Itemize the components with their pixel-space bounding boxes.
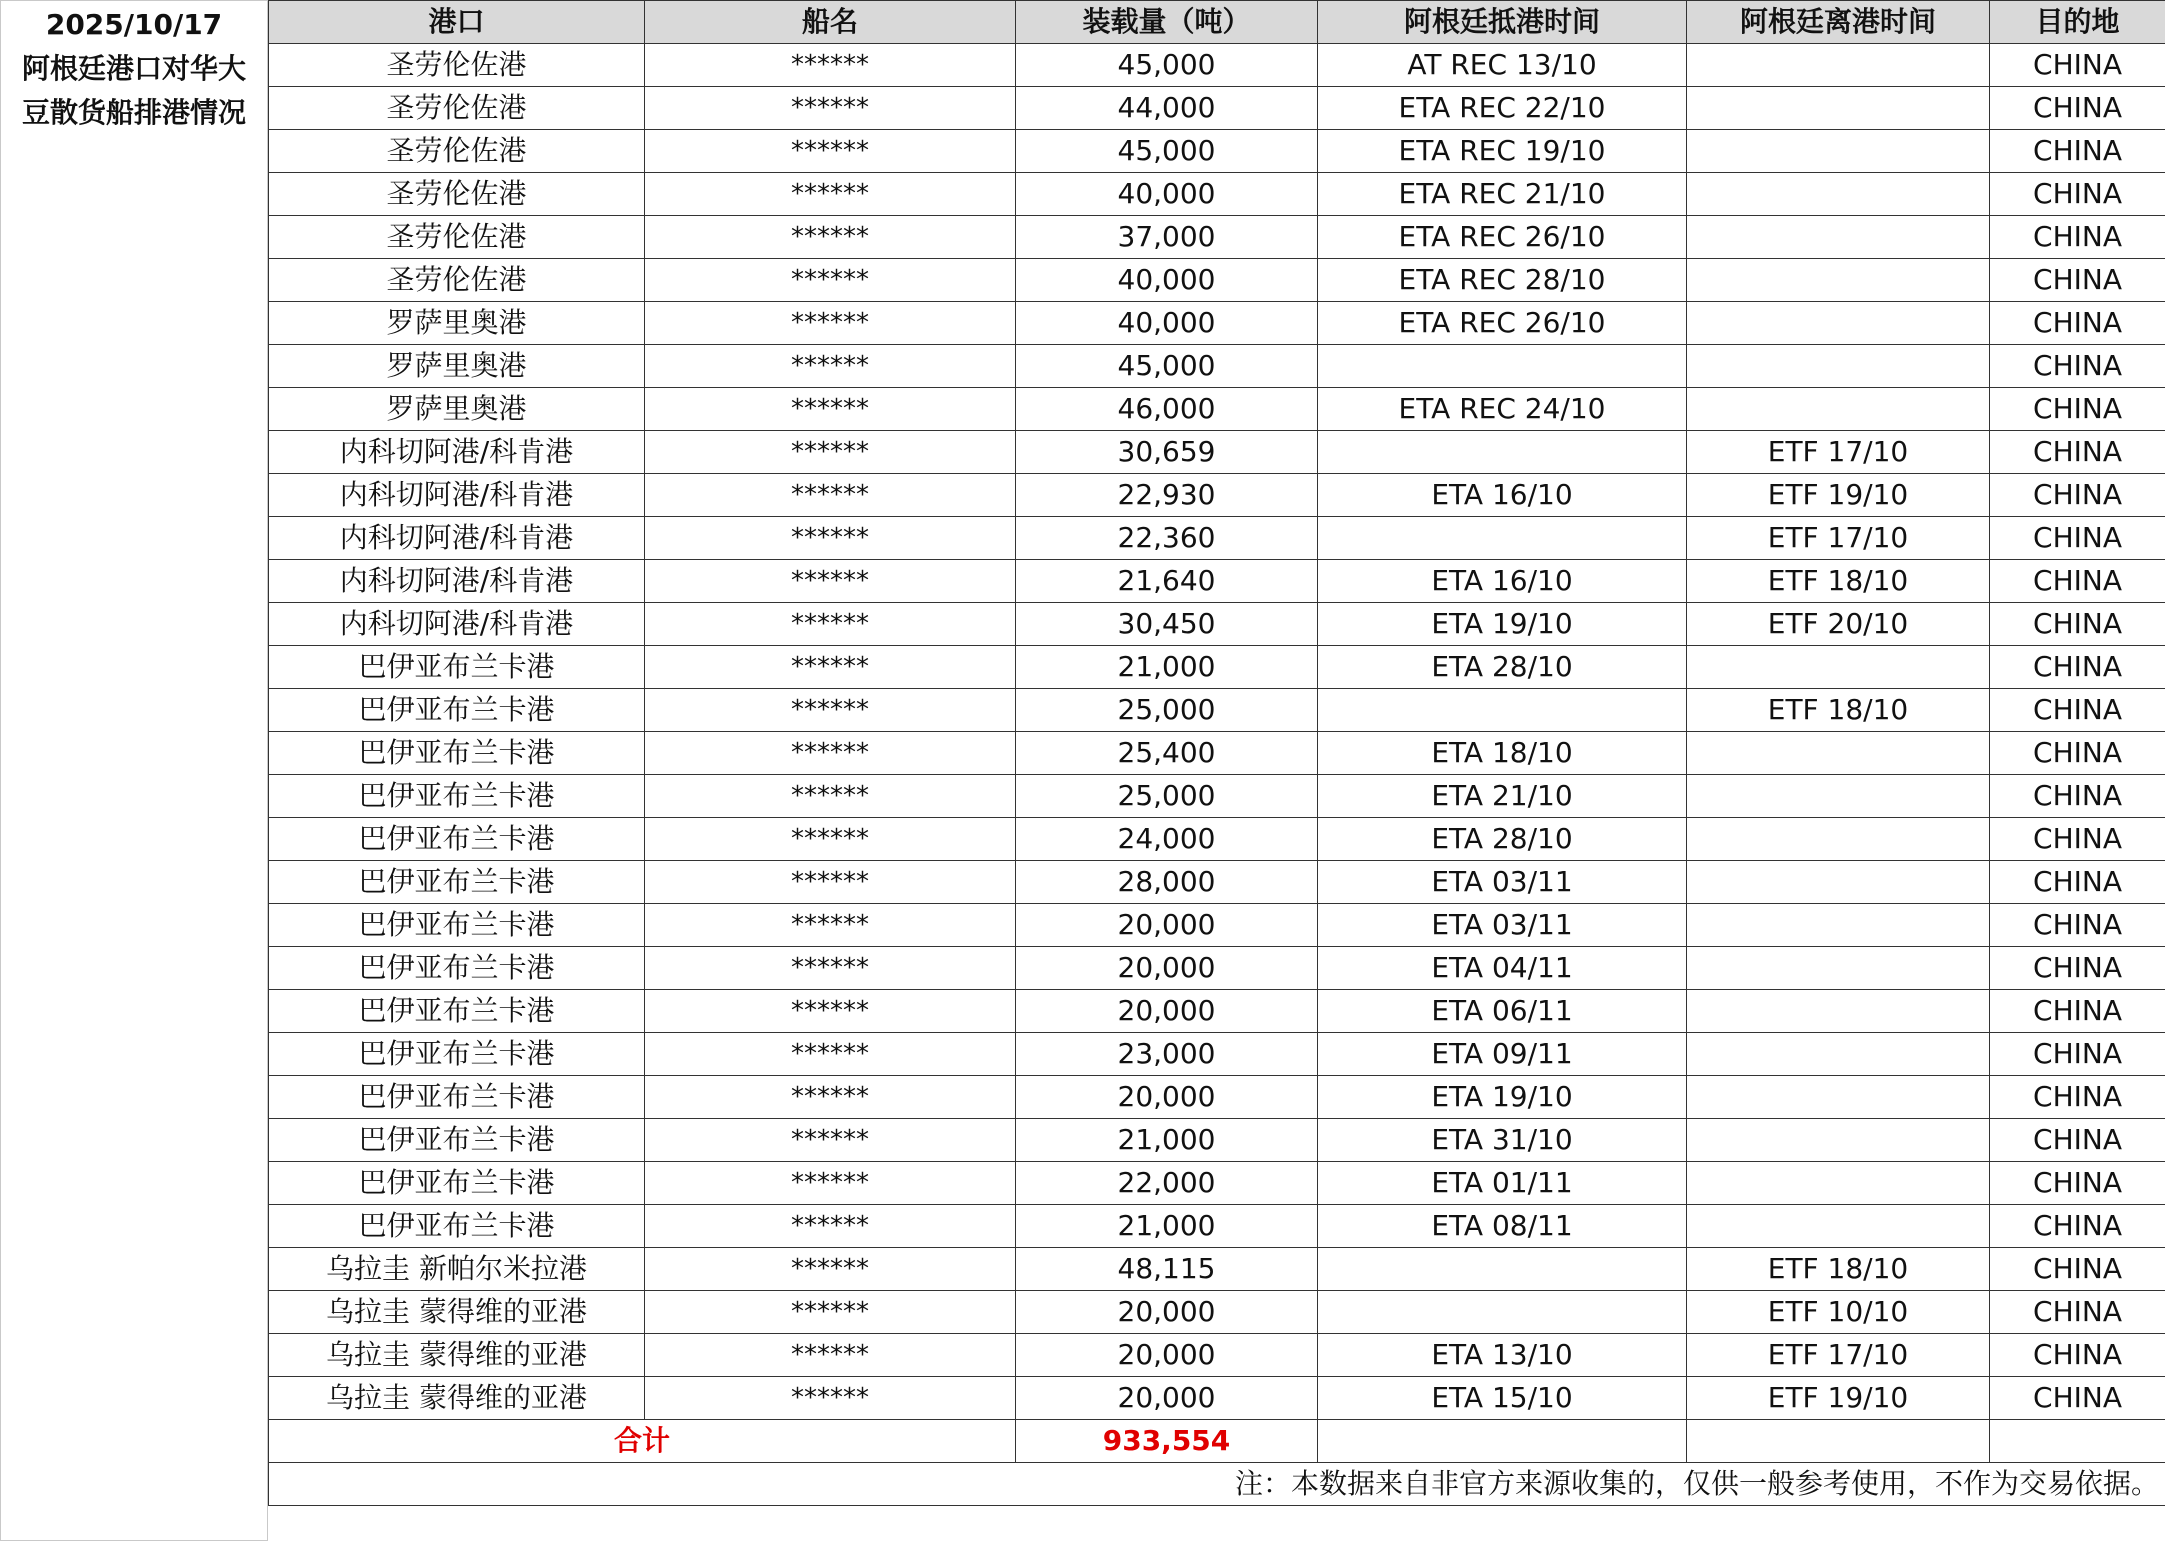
tonnage-cell: 20,000 — [1016, 1291, 1318, 1334]
destination-cell: CHINA — [1990, 904, 2165, 947]
destination-cell: CHINA — [1990, 732, 2165, 775]
vessel-name-cell: ****** — [645, 990, 1016, 1033]
vessel-name-cell: ****** — [645, 302, 1016, 345]
table-row — [269, 388, 2165, 431]
port-cell: 巴伊亚布兰卡港 — [269, 1119, 645, 1162]
arrival-cell: ETA 13/10 — [1318, 1334, 1687, 1377]
tonnage-cell: 28,000 — [1016, 861, 1318, 904]
vessel-name-cell: ****** — [645, 173, 1016, 216]
vessel-name-cell: ****** — [645, 1377, 1016, 1420]
port-cell: 巴伊亚布兰卡港 — [269, 990, 645, 1033]
departure-cell: ETF 17/10 — [1687, 431, 1990, 474]
tonnage-cell: 20,000 — [1016, 990, 1318, 1033]
table-row — [269, 431, 2165, 474]
port-cell: 罗萨里奥港 — [269, 345, 645, 388]
vessel-name-cell: ****** — [645, 1205, 1016, 1248]
header-departure: 阿根廷离港时间 — [1687, 1, 1990, 44]
departure-cell — [1687, 1076, 1990, 1119]
port-cell: 内科切阿港/科肯港 — [269, 603, 645, 646]
arrival-cell: ETA 19/10 — [1318, 603, 1687, 646]
tonnage-cell: 21,000 — [1016, 1119, 1318, 1162]
port-cell: 内科切阿港/科肯港 — [269, 560, 645, 603]
table-row — [269, 173, 2165, 216]
tonnage-cell: 40,000 — [1016, 173, 1318, 216]
vessel-name-cell: ****** — [645, 775, 1016, 818]
total-label: 合计 — [269, 1420, 1016, 1463]
note-row — [269, 1463, 2165, 1506]
vessel-name-cell: ****** — [645, 388, 1016, 431]
port-cell: 乌拉圭 新帕尔米拉港 — [269, 1248, 645, 1291]
departure-cell: ETF 20/10 — [1687, 603, 1990, 646]
port-cell: 巴伊亚布兰卡港 — [269, 1205, 645, 1248]
table-row — [269, 947, 2165, 990]
header-port: 港口 — [269, 1, 645, 44]
departure-cell — [1687, 1205, 1990, 1248]
arrival-cell: ETA 19/10 — [1318, 1076, 1687, 1119]
destination-cell: CHINA — [1990, 990, 2165, 1033]
port-cell: 圣劳伦佐港 — [269, 44, 645, 87]
arrival-cell: ETA 03/11 — [1318, 904, 1687, 947]
vessel-name-cell: ****** — [645, 1248, 1016, 1291]
table-row — [269, 1119, 2165, 1162]
shipment-table — [268, 0, 2165, 1506]
port-cell: 巴伊亚布兰卡港 — [269, 732, 645, 775]
arrival-cell: ETA 08/11 — [1318, 1205, 1687, 1248]
arrival-cell: ETA 01/11 — [1318, 1162, 1687, 1205]
departure-cell — [1687, 345, 1990, 388]
arrival-cell: ETA 09/11 — [1318, 1033, 1687, 1076]
destination-cell: CHINA — [1990, 818, 2165, 861]
arrival-cell: ETA 31/10 — [1318, 1119, 1687, 1162]
table-row — [269, 990, 2165, 1033]
tonnage-cell: 30,659 — [1016, 431, 1318, 474]
departure-cell: ETF 17/10 — [1687, 517, 1990, 560]
port-cell: 巴伊亚布兰卡港 — [269, 904, 645, 947]
table-row — [269, 1334, 2165, 1377]
port-cell: 内科切阿港/科肯港 — [269, 517, 645, 560]
vessel-name-cell: ****** — [645, 1033, 1016, 1076]
vessel-name-cell: ****** — [645, 732, 1016, 775]
vessel-name-cell: ****** — [645, 818, 1016, 861]
destination-cell: CHINA — [1990, 1334, 2165, 1377]
vessel-name-cell: ****** — [645, 861, 1016, 904]
departure-cell: ETF 18/10 — [1687, 1248, 1990, 1291]
port-cell: 巴伊亚布兰卡港 — [269, 861, 645, 904]
tonnage-cell: 21,000 — [1016, 646, 1318, 689]
vessel-name-cell: ****** — [645, 431, 1016, 474]
vessel-name-cell: ****** — [645, 130, 1016, 173]
table-row — [269, 861, 2165, 904]
destination-cell: CHINA — [1990, 1033, 2165, 1076]
destination-cell: CHINA — [1990, 302, 2165, 345]
side-title-panel — [0, 0, 268, 1541]
port-cell: 圣劳伦佐港 — [269, 173, 645, 216]
tonnage-cell: 45,000 — [1016, 44, 1318, 87]
departure-cell: ETF 19/10 — [1687, 474, 1990, 517]
destination-cell: CHINA — [1990, 517, 2165, 560]
port-cell: 罗萨里奥港 — [269, 302, 645, 345]
tonnage-cell: 21,640 — [1016, 560, 1318, 603]
destination-cell: CHINA — [1990, 775, 2165, 818]
tonnage-cell: 40,000 — [1016, 259, 1318, 302]
table-row — [269, 474, 2165, 517]
vessel-name-cell: ****** — [645, 1334, 1016, 1377]
arrival-cell — [1318, 1248, 1687, 1291]
table-row — [269, 87, 2165, 130]
table-row — [269, 345, 2165, 388]
tonnage-cell: 37,000 — [1016, 216, 1318, 259]
arrival-cell — [1318, 517, 1687, 560]
arrival-cell: ETA 03/11 — [1318, 861, 1687, 904]
tonnage-cell: 25,400 — [1016, 732, 1318, 775]
departure-cell — [1687, 259, 1990, 302]
port-cell: 圣劳伦佐港 — [269, 87, 645, 130]
table-row — [269, 216, 2165, 259]
arrival-cell: ETA REC 19/10 — [1318, 130, 1687, 173]
departure-cell — [1687, 904, 1990, 947]
vessel-name-cell: ****** — [645, 1076, 1016, 1119]
tonnage-cell: 23,000 — [1016, 1033, 1318, 1076]
port-cell: 圣劳伦佐港 — [269, 130, 645, 173]
departure-cell — [1687, 302, 1990, 345]
destination-cell: CHINA — [1990, 560, 2165, 603]
vessel-name-cell: ****** — [645, 904, 1016, 947]
table-row — [269, 775, 2165, 818]
arrival-cell: ETA REC 26/10 — [1318, 302, 1687, 345]
arrival-cell: ETA 16/10 — [1318, 474, 1687, 517]
port-cell: 罗萨里奥港 — [269, 388, 645, 431]
table-row — [269, 259, 2165, 302]
arrival-cell: ETA 16/10 — [1318, 560, 1687, 603]
total-row — [269, 1420, 2165, 1463]
destination-cell: CHINA — [1990, 1162, 2165, 1205]
tonnage-cell: 21,000 — [1016, 1205, 1318, 1248]
departure-cell — [1687, 44, 1990, 87]
departure-cell: ETF 18/10 — [1687, 560, 1990, 603]
port-cell: 圣劳伦佐港 — [269, 216, 645, 259]
departure-cell — [1687, 1033, 1990, 1076]
departure-cell — [1687, 861, 1990, 904]
tonnage-cell: 22,000 — [1016, 1162, 1318, 1205]
port-cell: 巴伊亚布兰卡港 — [269, 1033, 645, 1076]
total-empty-cell — [1318, 1420, 1687, 1463]
destination-cell: CHINA — [1990, 1119, 2165, 1162]
departure-cell — [1687, 173, 1990, 216]
table-row — [269, 1377, 2165, 1420]
destination-cell: CHINA — [1990, 259, 2165, 302]
header-arrival: 阿根廷抵港时间 — [1318, 1, 1687, 44]
arrival-cell — [1318, 1291, 1687, 1334]
vessel-name-cell: ****** — [645, 259, 1016, 302]
destination-cell: CHINA — [1990, 345, 2165, 388]
header-destination: 目的地 — [1990, 1, 2165, 44]
vessel-name-cell: ****** — [645, 603, 1016, 646]
vessel-name-cell: ****** — [645, 560, 1016, 603]
arrival-cell: ETA 06/11 — [1318, 990, 1687, 1033]
port-cell: 巴伊亚布兰卡港 — [269, 689, 645, 732]
vessel-name-cell: ****** — [645, 474, 1016, 517]
departure-cell: ETF 17/10 — [1687, 1334, 1990, 1377]
table-row — [269, 732, 2165, 775]
tonnage-cell: 22,360 — [1016, 517, 1318, 560]
departure-cell — [1687, 732, 1990, 775]
arrival-cell: ETA 04/11 — [1318, 947, 1687, 990]
table-row — [269, 1162, 2165, 1205]
arrival-cell: ETA REC 28/10 — [1318, 259, 1687, 302]
table-row — [269, 818, 2165, 861]
port-cell: 乌拉圭 蒙得维的亚港 — [269, 1291, 645, 1334]
destination-cell: CHINA — [1990, 431, 2165, 474]
port-cell: 内科切阿港/科肯港 — [269, 474, 645, 517]
table-row — [269, 517, 2165, 560]
departure-cell: ETF 18/10 — [1687, 689, 1990, 732]
table-row — [269, 560, 2165, 603]
destination-cell: CHINA — [1990, 1248, 2165, 1291]
disclaimer-note: 注：本数据来自非官方来源收集的，仅供一般参考使用，不作为交易依据。 — [269, 1463, 2165, 1506]
port-cell: 巴伊亚布兰卡港 — [269, 947, 645, 990]
vessel-name-cell: ****** — [645, 1119, 1016, 1162]
port-cell: 巴伊亚布兰卡港 — [269, 646, 645, 689]
report-date: 2025/10/17 — [45, 8, 223, 41]
table-row — [269, 130, 2165, 173]
table-row — [269, 1205, 2165, 1248]
tonnage-cell: 24,000 — [1016, 818, 1318, 861]
destination-cell: CHINA — [1990, 689, 2165, 732]
vessel-name-cell: ****** — [645, 646, 1016, 689]
arrival-cell: ETA 21/10 — [1318, 775, 1687, 818]
arrival-cell: ETA 15/10 — [1318, 1377, 1687, 1420]
table-row — [269, 1248, 2165, 1291]
table-row — [269, 44, 2165, 87]
header-tonnage: 装载量（吨） — [1016, 1, 1318, 44]
departure-cell — [1687, 1119, 1990, 1162]
tonnage-cell: 48,115 — [1016, 1248, 1318, 1291]
destination-cell: CHINA — [1990, 173, 2165, 216]
tonnage-cell: 46,000 — [1016, 388, 1318, 431]
vessel-name-cell: ****** — [645, 345, 1016, 388]
vessel-name-cell: ****** — [645, 947, 1016, 990]
tonnage-cell: 45,000 — [1016, 345, 1318, 388]
destination-cell: CHINA — [1990, 646, 2165, 689]
port-cell: 乌拉圭 蒙得维的亚港 — [269, 1334, 645, 1377]
departure-cell — [1687, 818, 1990, 861]
tonnage-cell: 22,930 — [1016, 474, 1318, 517]
report-title — [1, 1, 267, 135]
table-row — [269, 603, 2165, 646]
arrival-cell: ETA REC 22/10 — [1318, 87, 1687, 130]
arrival-cell: AT REC 13/10 — [1318, 44, 1687, 87]
port-cell: 内科切阿港/科肯港 — [269, 431, 645, 474]
table-row — [269, 689, 2165, 732]
destination-cell: CHINA — [1990, 1076, 2165, 1119]
departure-cell: ETF 19/10 — [1687, 1377, 1990, 1420]
table-body — [269, 44, 2165, 1420]
table-row — [269, 1076, 2165, 1119]
arrival-cell: ETA REC 24/10 — [1318, 388, 1687, 431]
total-empty-cell — [1687, 1420, 1990, 1463]
arrival-cell: ETA 28/10 — [1318, 818, 1687, 861]
header-vessel: 船名 — [645, 1, 1016, 44]
departure-cell — [1687, 87, 1990, 130]
destination-cell: CHINA — [1990, 1205, 2165, 1248]
tonnage-cell: 30,450 — [1016, 603, 1318, 646]
vessel-name-cell: ****** — [645, 87, 1016, 130]
report-title-line-2: 豆散货船排港情况 — [21, 96, 246, 129]
table-row — [269, 1033, 2165, 1076]
departure-cell — [1687, 130, 1990, 173]
departure-cell: ETF 10/10 — [1687, 1291, 1990, 1334]
departure-cell — [1687, 947, 1990, 990]
destination-cell: CHINA — [1990, 388, 2165, 431]
port-cell: 巴伊亚布兰卡港 — [269, 1162, 645, 1205]
arrival-cell: ETA 18/10 — [1318, 732, 1687, 775]
tonnage-cell: 20,000 — [1016, 947, 1318, 990]
vessel-name-cell: ****** — [645, 517, 1016, 560]
table-row — [269, 1291, 2165, 1334]
total-empty-cell — [1990, 1420, 2165, 1463]
arrival-cell — [1318, 345, 1687, 388]
tonnage-cell: 20,000 — [1016, 1334, 1318, 1377]
arrival-cell: ETA 28/10 — [1318, 646, 1687, 689]
departure-cell — [1687, 216, 1990, 259]
total-value: 933,554 — [1016, 1420, 1318, 1463]
arrival-cell — [1318, 431, 1687, 474]
destination-cell: CHINA — [1990, 474, 2165, 517]
tonnage-cell: 20,000 — [1016, 904, 1318, 947]
departure-cell — [1687, 990, 1990, 1033]
report-title-line-1: 阿根廷港口对华大 — [21, 52, 246, 85]
destination-cell: CHINA — [1990, 1291, 2165, 1334]
arrival-cell: ETA REC 21/10 — [1318, 173, 1687, 216]
tonnage-cell: 20,000 — [1016, 1076, 1318, 1119]
departure-cell — [1687, 775, 1990, 818]
table-row — [269, 904, 2165, 947]
vessel-name-cell: ****** — [645, 1291, 1016, 1334]
tonnage-cell: 25,000 — [1016, 775, 1318, 818]
destination-cell: CHINA — [1990, 44, 2165, 87]
departure-cell — [1687, 646, 1990, 689]
departure-cell — [1687, 388, 1990, 431]
header-row — [269, 1, 2165, 44]
tonnage-cell: 40,000 — [1016, 302, 1318, 345]
tonnage-cell: 44,000 — [1016, 87, 1318, 130]
vessel-name-cell: ****** — [645, 216, 1016, 259]
destination-cell: CHINA — [1990, 130, 2165, 173]
port-cell: 圣劳伦佐港 — [269, 259, 645, 302]
table-row — [269, 302, 2165, 345]
vessel-name-cell: ****** — [645, 1162, 1016, 1205]
port-cell: 巴伊亚布兰卡港 — [269, 818, 645, 861]
tonnage-cell: 25,000 — [1016, 689, 1318, 732]
arrival-cell: ETA REC 26/10 — [1318, 216, 1687, 259]
port-cell: 巴伊亚布兰卡港 — [269, 1076, 645, 1119]
tonnage-cell: 20,000 — [1016, 1377, 1318, 1420]
port-cell: 巴伊亚布兰卡港 — [269, 775, 645, 818]
table-row — [269, 646, 2165, 689]
destination-cell: CHINA — [1990, 1377, 2165, 1420]
destination-cell: CHINA — [1990, 216, 2165, 259]
vessel-name-cell: ****** — [645, 689, 1016, 732]
arrival-cell — [1318, 689, 1687, 732]
tonnage-cell: 45,000 — [1016, 130, 1318, 173]
destination-cell: CHINA — [1990, 861, 2165, 904]
destination-cell: CHINA — [1990, 87, 2165, 130]
vessel-name-cell: ****** — [645, 44, 1016, 87]
destination-cell: CHINA — [1990, 947, 2165, 990]
destination-cell: CHINA — [1990, 603, 2165, 646]
departure-cell — [1687, 1162, 1990, 1205]
port-cell: 乌拉圭 蒙得维的亚港 — [269, 1377, 645, 1420]
